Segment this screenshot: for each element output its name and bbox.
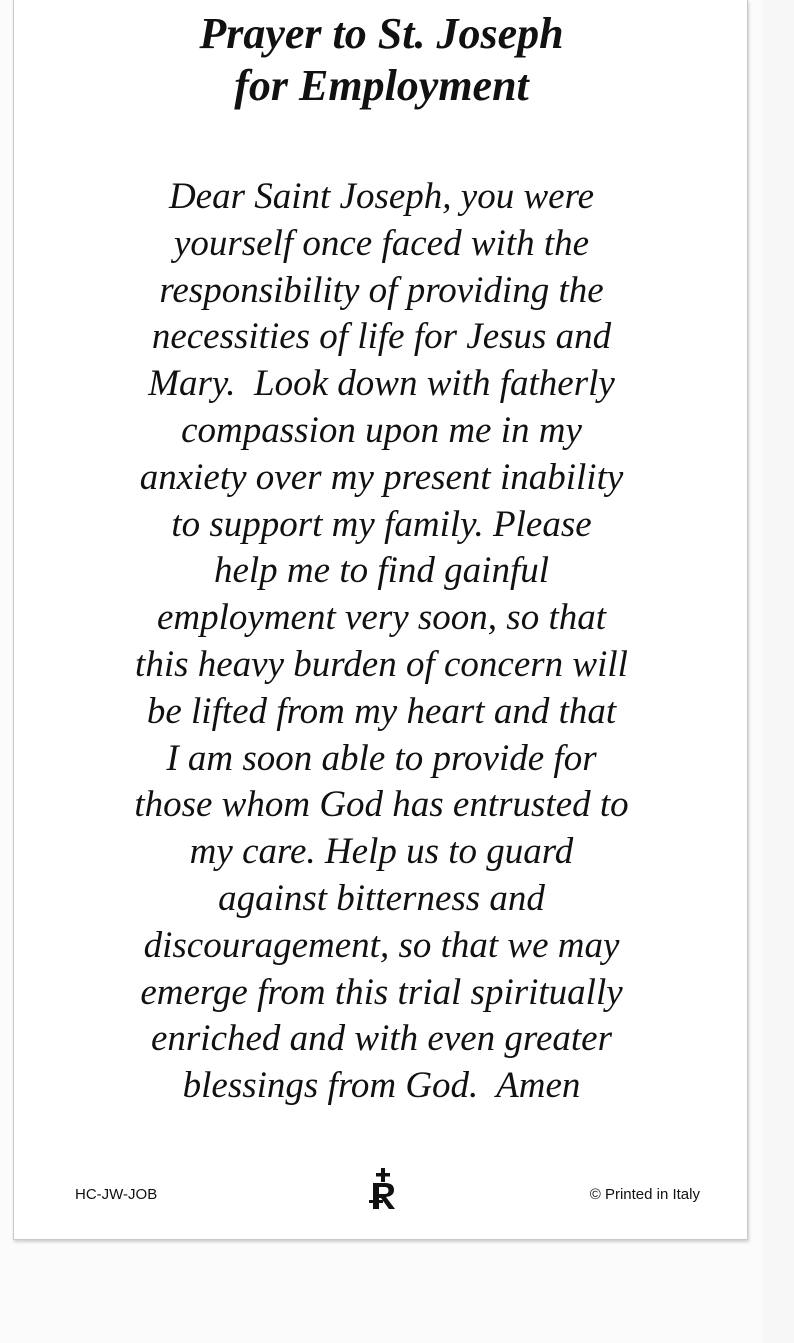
- chi-rho-cross-logo-icon: [366, 1168, 400, 1210]
- title-line: for Employment: [234, 61, 529, 110]
- prayer-line: those whom God has entrusted to: [134, 784, 629, 826]
- prayer-line: anxiety over my present inability: [139, 456, 624, 498]
- printed-in-italy-note: © Printed in Italy: [589, 1186, 700, 1203]
- prayer-line: discouragement, so that we may: [143, 924, 620, 966]
- prayer-line: yourself once faced with the: [173, 222, 590, 264]
- prayer-line: help me to find gainful: [213, 550, 550, 592]
- prayer-line: enriched and with even greater: [150, 1018, 612, 1060]
- prayer-line: compassion upon me in my: [181, 409, 582, 451]
- prayer-line: employment very soon, so that: [156, 597, 607, 639]
- background-edge: [762, 0, 794, 1343]
- prayer-line: be lifted from my heart and that: [146, 690, 617, 732]
- prayer-text: [14, 174, 749, 1110]
- prayer-line: emerge from this trial spiritually: [140, 971, 623, 1013]
- prayer-line: against bitterness and: [218, 877, 545, 919]
- card-title: [14, 8, 749, 112]
- prayer-line: necessities of life for Jesus and: [151, 316, 612, 358]
- prayer-line: I am soon able to provide for: [166, 737, 597, 779]
- prayer-line: my care. Help us to guard: [189, 831, 574, 873]
- title-line: Prayer to St. Joseph: [199, 9, 564, 58]
- prayer-line: Mary. Look down with fatherly: [148, 363, 615, 405]
- prayer-line: responsibility of providing the: [159, 269, 604, 311]
- prayer-line: this heavy burden of concern will: [135, 643, 628, 685]
- prayer-line: to support my family. Please: [171, 503, 592, 545]
- prayer-card: [13, 0, 748, 1240]
- product-code: HC-JW-JOB: [75, 1186, 158, 1203]
- prayer-line: blessings from God. Amen: [182, 1065, 581, 1107]
- prayer-line: Dear Saint Joseph, you were: [168, 176, 595, 217]
